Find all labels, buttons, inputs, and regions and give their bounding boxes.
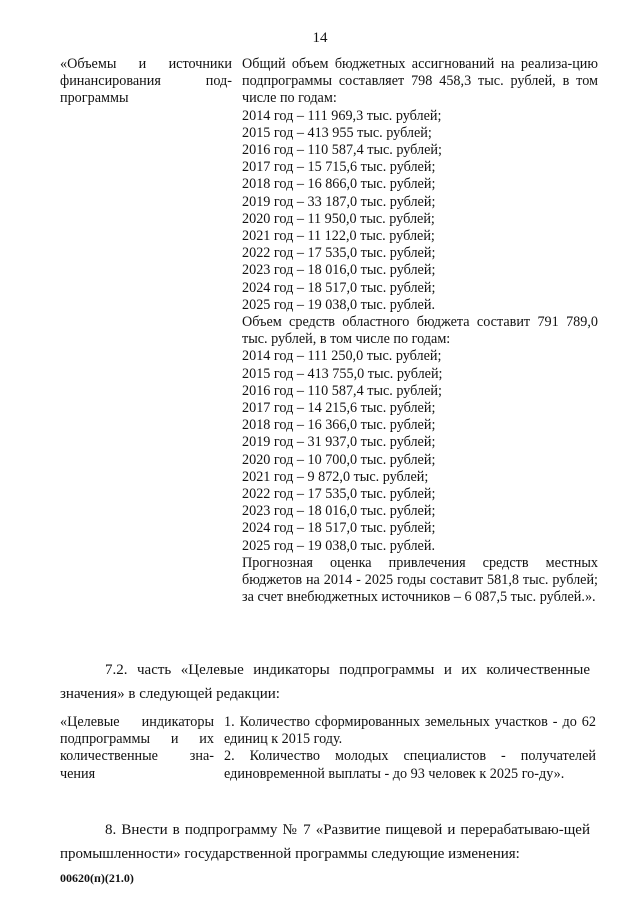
paragraph-7-2: 7.2. часть «Целевые индикаторы подпрограммы и их количественные значения» в следующей редакции: [60,662,590,702]
year-line: 2020 год – 10 700,0 тыс. рублей; [242,451,436,468]
year-line: 2015 год – 413 755,0 тыс. рублей; [242,365,443,382]
year-line: 2015 год – 413 955 тыс. рублей; [242,124,432,141]
year-line: 2016 год – 110 587,4 тыс. рублей; [242,382,442,399]
year-line: 2019 год – 31 937,0 тыс. рублей; [242,434,436,451]
finance-values [242,56,598,607]
year-line: 2025 год – 19 038,0 тыс. рублей. [242,296,435,313]
year-line: 2022 год – 17 535,0 тыс. рублей; [242,486,436,503]
total-by-year-list [242,108,598,314]
indicator-item-1: 1. Количество сформированных земельных участков - до 62 единиц к 2015 году. [224,714,596,748]
regional-by-year-list [242,348,598,554]
year-line: 2025 год – 19 038,0 тыс. рублей. [242,537,435,554]
year-line: 2014 год – 111 969,3 тыс. рублей; [242,107,442,124]
footer-code: 00620(п)(21.0) [60,871,134,885]
forecast-text: Прогнозная оценка привлечения средств местных бюджетов на 2014 - 2025 годы составит 581,8 тыс. рублей; за счет внебюджетных источников – 6 087,5 тыс. рублей.». [242,554,598,606]
year-line: 2020 год – 11 950,0 тыс. рублей; [242,210,435,227]
regional-text: Объем средств областного бюджета составит 791 789,0 тыс. рублей, в том числе по годам: [242,314,598,348]
indicators-values [224,714,596,783]
year-line: 2019 год – 33 187,0 тыс. рублей; [242,193,436,210]
year-line: 2022 год – 17 535,0 тыс. рублей; [242,245,436,262]
year-line: 2023 год – 18 016,0 тыс. рублей; [242,503,436,520]
year-line: 2024 год – 18 517,0 тыс. рублей; [242,279,436,296]
finance-label: «Объемы и источники финансирования под-программы [60,56,232,107]
year-line: 2021 год – 9 872,0 тыс. рублей; [242,468,429,485]
year-line: 2017 год – 14 215,6 тыс. рублей; [242,400,436,417]
indicators-label: «Целевые индикаторы подпрограммы и их количественные зна-чения [60,714,214,782]
year-line: 2014 год – 111 250,0 тыс. рублей; [242,348,442,365]
total-text: Общий объем бюджетных ассигнований на реализа-цию подпрограммы составляет 798 458,3 тыс. рублей, в том числе по годам: [242,56,598,107]
year-line: 2023 год – 18 016,0 тыс. рублей; [242,262,436,279]
page-number: 14 [312,30,328,46]
paragraph-8: 8. Внести в подпрограмму № 7 «Развитие пищевой и перерабатываю-щей промышленности» государственной программы следующие изменения: [60,822,590,862]
year-line: 2018 год – 16 866,0 тыс. рублей; [242,176,436,193]
year-line: 2024 год – 18 517,0 тыс. рублей; [242,520,436,537]
year-line: 2017 год – 15 715,6 тыс. рублей; [242,159,436,176]
year-line: 2016 год – 110 587,4 тыс. рублей; [242,142,442,159]
finance-row [60,56,598,607]
indicator-item-2: 2. Количество молодых специалистов - получателей единовременной выплаты - до 93 человек к 2025 го-ду». [224,748,596,782]
indicators-row [60,714,596,783]
year-line: 2021 год – 11 122,0 тыс. рублей; [242,228,435,245]
year-line: 2018 год – 16 366,0 тыс. рублей; [242,417,436,434]
